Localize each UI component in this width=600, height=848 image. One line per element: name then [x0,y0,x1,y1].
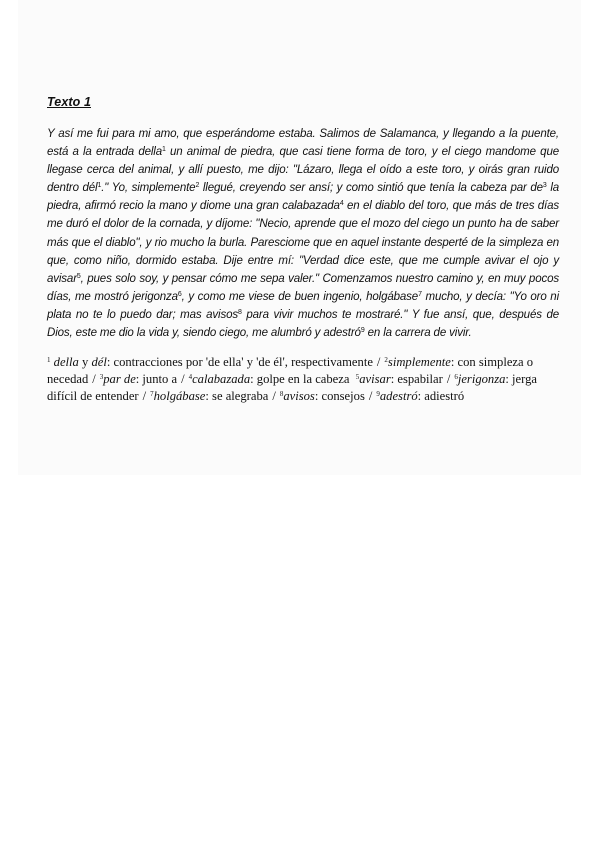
footnote-7: $^7$holgábase: se alegraba [150,389,269,404]
footnote-separator: / [272,389,276,404]
footnote-separator: / [368,389,373,404]
footnote-ref: 8 [237,308,242,316]
passage-segment: en el diablo del toro, que más de tres días me duró el dolor de la cornada, y díjome: "Necio, aprende que el mozo del ciego un punto ha de saber más que el diablo", y rio mucho la burla. Paresciome que en aquel instante desperté de la simpleza en que, como niño, dormido estaba. Dije entre mí: "Verdad dice este, que me cumple avivar el ojo y avisar [47,200,559,285]
passage-segment: en la carrera de vivir. [364,327,472,340]
footnote-2: $^2$simplemente: con simpleza o necedad [47,355,534,387]
footnote-1: $^1$ della y dél: contracciones por 'de ella' y 'de él', respectivamente [47,355,373,370]
passage-text [47,125,559,342]
footnote-ref: 1 [97,182,102,190]
footnote-separator: / [181,372,185,387]
footnote-5: $^5$avisar: espabilar [355,372,443,387]
footnote-ref: 7 [418,290,422,298]
footnote-separator: / [376,355,381,370]
passage-segment: Y así me fui para mi amo, que esperándome estaba. Salimos de Salamanca, y llegando a la puente, está a la entrada della [47,128,559,159]
passage-segment: para vivir muchos te mostraré." Y fue ansí, que, después de Dios, este me dio la vida y, siendo ciego, me alumbró y adestró [47,308,559,340]
footnotes [47,354,559,405]
footnote-9: $^9$adestró: adiestró [376,389,465,404]
section-title: Texto 1 [47,95,91,109]
footnote-6: $^6$jerigonza: jerga difícil de entender [47,372,537,404]
passage-segment: ." Yo, simplemente [101,182,196,195]
passage-segment: mucho, y decía: "Yo oro ni plata no te lo puedo dar; mas avisos [47,290,559,321]
footnote-separator: / [446,372,451,387]
footnote-ref: 2 [195,182,200,190]
footnote-ref: 9 [360,327,365,335]
footnote-ref: 1 [161,146,166,154]
footnote-4: $^4$calabazada: golpe en la cabeza [188,372,350,387]
passage-segment: , pues solo soy, y pensar cómo me sepa valer." Comenzamos nuestro camino y, en muy pocos días, me mostró jerigonza [47,272,559,303]
footnote-8: $^8$avisos: consejos [279,389,365,404]
document-content [47,95,559,405]
footnote-separator: / [92,372,96,387]
footnote-ref: 5 [76,272,81,280]
footnote-3: $^3$par de: junto a [99,372,178,387]
passage-segment: , y como me viese de buen ingenio, holgábase [181,290,419,303]
footnote-ref: 6 [177,290,182,298]
footnote-ref: 4 [339,200,344,208]
footnote-separator: / [142,389,147,404]
passage-segment: la piedra, afirmó recio la mano y diome una gran calabazada [47,182,560,213]
passage-segment: llegué, creyendo ser ansí; y como sintió que tenía la cabeza par de [199,182,543,195]
footnote-ref: 3 [542,182,547,190]
passage-segment: un animal de piedra, que casi tiene forma de toro, y el ciego mandome que llegase cerca del animal, y allí puesto, me dijo: "Lázaro, llega el oído a este toro, y oirás gran ruido dentro dél [47,146,559,195]
